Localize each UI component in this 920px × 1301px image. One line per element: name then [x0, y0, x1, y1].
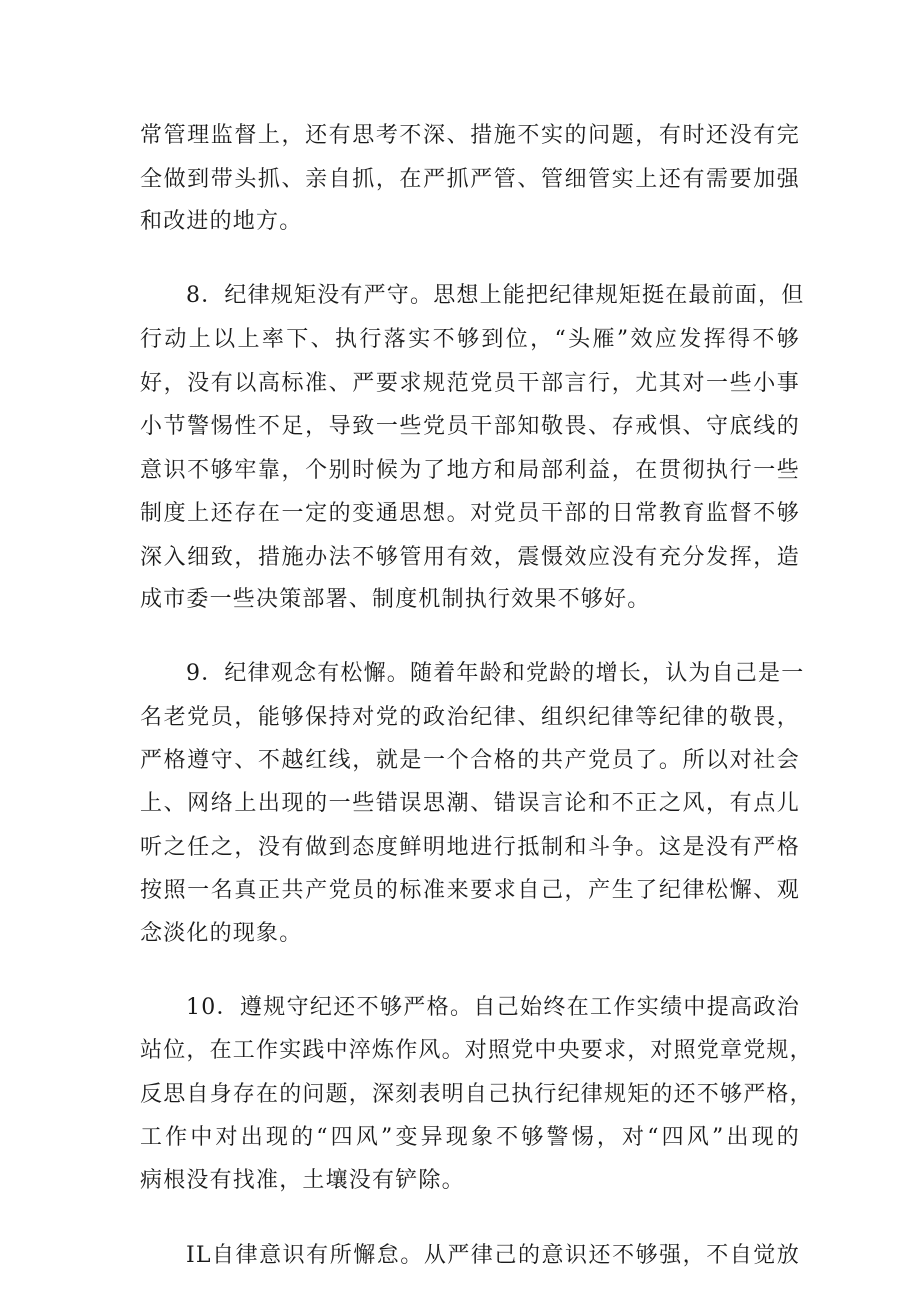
text-line: 常管理监督上，还有思考不深、措施不实的问题，有时还没有完 [140, 123, 800, 148]
text-line: 按照一名真正共产党员的标准来要求自己，产生了纪律松懈、观 [140, 878, 800, 903]
text-line: 好，没有以高标准、严要求规范党员干部言行，尤其对一些小事 [140, 371, 800, 396]
text-line: 严格遵守、不越红线，就是一个合格的共产党员了。所以对社会 [140, 748, 800, 773]
text-line: 病根没有找准，土壤没有铲除。 [140, 1168, 465, 1193]
text-line: 工作中对出现的“四风”变异现象不够警惕，对“四风”出现的 [140, 1125, 800, 1150]
text-line: 和改进的地方。 [140, 209, 303, 234]
text-line: 反思自身存在的问题，深刻表明自己执行纪律规矩的还不够严格， [140, 1082, 813, 1107]
text-line: 上、网络上出现的一些错误思潮、错误言论和不正之风，有点儿 [140, 791, 800, 816]
text-line: 行动上以上率下、执行落实不够到位，“头雁”效应发挥得不够 [140, 327, 800, 352]
text-line: 名老党员，能够保持对党的政治纪律、组织纪律等纪律的敬畏， [140, 705, 800, 730]
text-line: 小节警惕性不足，导致一些党员干部知敬畏、存戒惧、守底线的 [140, 414, 800, 439]
text-line: 念淡化的现象。 [140, 921, 303, 946]
text-line: 成市委一些决策部署、制度机制执行效果不够好。 [140, 587, 651, 612]
text-line: 意识不够牢靠，个别时候为了地方和局部利益，在贯彻执行一些 [140, 458, 800, 483]
text-line: 听之任之，没有做到态度鲜明地进行抵制和斗争。这是没有严格 [140, 835, 800, 860]
text-line: 全做到带头抓、亲自抓，在严抓严管、管细管实上还有需要加强 [140, 167, 800, 192]
text-line: IL自律意识有所懈怠。从严律己的意识还不够强，不自觉放 [186, 1243, 800, 1268]
text-line: 9．纪律观念有松懈。随着年龄和党龄的增长，认为自己是一 [186, 661, 805, 686]
text-line: 深入细致，措施办法不够管用有效，震慑效应没有充分发挥，造 [140, 545, 800, 570]
text-line: 8．纪律规矩没有严守。思想上能把纪律规矩挺在最前面，但 [186, 283, 805, 308]
text-line: 制度上还存在一定的变通思想。对党员干部的日常教育监督不够 [140, 501, 800, 526]
text-line: 站位，在工作实践中淬炼作风。对照党中央要求，对照党章党规， [140, 1038, 813, 1063]
text-line: 10．遵规守纪还不够严格。自己始终在工作实绩中提高政治 [186, 995, 800, 1020]
